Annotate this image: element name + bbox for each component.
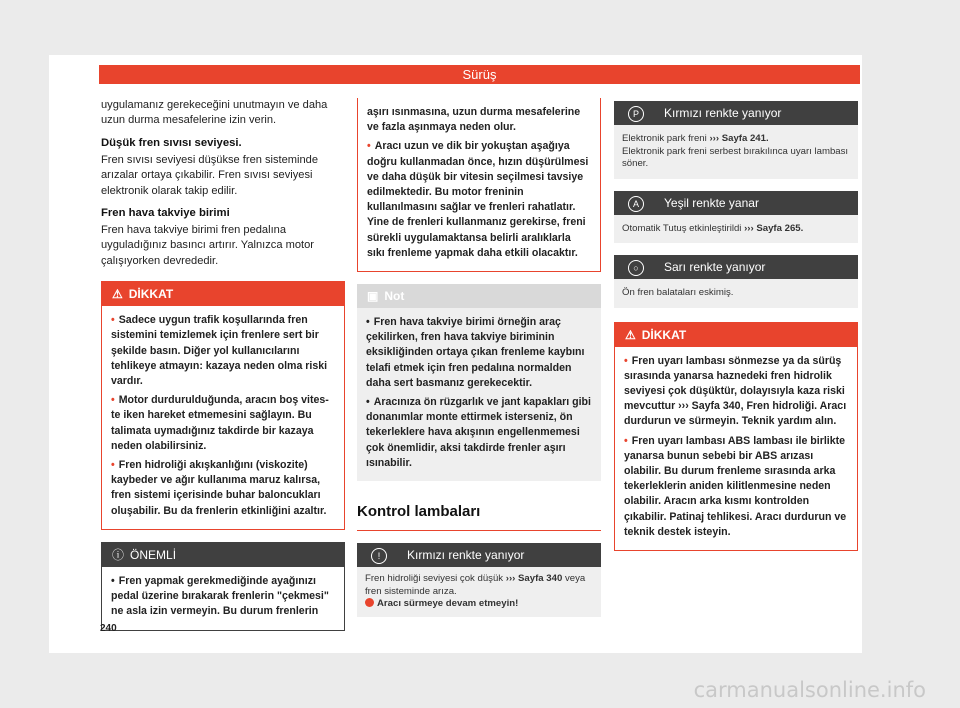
stop-icon [365,598,374,607]
dikkat-item: • Fren uyarı lambası ABS lambası ile birlikte yanarsa bunun sebebi bir ABS arızası olabilir. Bu durum frenleme sırasında arka tekerleklerin aniden kilitlenmesine neden olabilir. Aracın arka kısmı kontrolden çıkabilir. Patinaj tehlikesi. Aracı durdurun ve teknik destek isteyin. [624,434,847,538]
heading-brake-booster: Fren hava takviye birimi [101,207,230,220]
lamp-brake-red: ! Kırmızı renkte yanıyor Fren hidroliği seviyesi çok düşük ››› Sayfa 340 veya fren sisteminde arıza. Aracı sürmeye devam etmeyin! [357,543,601,617]
warning-icon: ⚠ [625,327,636,342]
footer-watermark: carmanualsonline.info [693,678,926,702]
dikkat-cont-text: aşırı ısınmasına, uzun durma mesafelerine ve fazla aşınmaya neden olur. [367,106,581,134]
lamp-autohold-green: A Yeşil renkte yanar Otomatik Tutuş etkinleştirildi ››› Sayfa 265. [614,191,858,244]
dikkat-box [101,281,345,530]
note-box [357,284,601,481]
page-number: 240 [100,623,117,634]
note-item: • Fren hava takviye birimi örneğin araç çekilirken, fren hava takviye biriminin eksikliğinden ortaya çıkan frenleme kaybını telafi etmek için fren pedalına normalden daha sert basmanız gerekecektir. [366,316,585,389]
dikkat-header: ⚠ DİKKAT [615,323,857,347]
column-2 [357,98,601,617]
page-ref-link[interactable]: ››› Sayfa 241. [709,133,769,144]
dikkat-item: • Aracı uzun ve dik bir yokuştan aşağıya doğru kullanmadan önce, hızın düşürülmesi ve daha düşük bir vitesin seçilmesi tavsiye edilmektedir. Bu motor freninin kullanılmasını sağlar ve frenleri rahatlatır. Yine de frenleri kullanmanız gerekirse, freni sürekli uygulamaktansa belirli aralıklarla sıkı frenleme yapmak daha etkili olacaktır. [367,140,589,259]
dikkat-box-2 [614,322,858,551]
section-title: Kontrol lambaları [357,503,601,531]
dikkat-box-continued [357,98,601,272]
note-icon: ▣ [367,289,379,304]
section-header: Sürüş [99,65,860,84]
dikkat-item: • Sadece uygun trafik koşullarında fren sistemini temizlemek için frenlere sert bir şekilde basın. Diğer yol kullanıcılarını tehlikeye atmayın: kazaya neden olma riski vardır. [111,314,328,388]
brake-pad-icon: ○ [628,260,644,276]
lamp-brakepad-yellow: ○ Sarı renkte yanıyor Ön fren balataları eskimiş. [614,255,858,308]
note-item: • Aracınıza ön rüzgarlık ve jant kapakları gibi donanımlar monte ettirmek isterseniz, ön tekerleklere hava akışının engellenmemesi çok önemlidir, aksi takdirde frenler aşırı ısınabilir. [366,396,591,469]
column-3 [614,98,858,551]
dikkat-header: ⚠ DİKKAT [102,282,344,306]
heading-brake-fluid: Düşük fren sıvısı seviyesi. [101,136,242,149]
page-ref-link[interactable]: ››› Sayfa 340 [505,573,563,585]
brake-booster-text: Fren hava takviye birimi fren pedalına uyguladığınız basıncı artırır. Yalnızca motor çalışıyorken devrededir. [101,224,314,267]
brake-fluid-text: Fren sıvısı seviyesi düşükse fren sisteminde arızalar ortaya çıkabilir. Fren sıvısı seviyesi elektronik olarak takip edilir. [101,153,319,197]
dikkat-item: • Motor durdurulduğunda, aracın boş vites-te iken hareket etmemesini sağlayın. Bu talimata uymadığınız takdirde bir kazaya neden olabilirsiniz. [111,394,329,452]
note-header: ▣ Not [357,284,601,308]
onemli-item: • Fren yapmak gerekmediğinde ayağınızı pedal üzerine bırakarak frenlerin "çekmesi" ne asla izin vermeyin. Bu durum frenlerin [111,574,329,618]
intro-text: uygulamanız gerekeceğini unutmayın ve daha uzun durma mesafelerine izin verin. [101,99,328,127]
dikkat-item: • Fren uyarı lambası sönmezse ya da sürüş sırasında yanarsa haznedeki fren hidrolik seviyesi çok düşüktür, dolayısıyla kaza riski mevcuttur ››› Sayfa 340, Fren hidroliği. Aracı durdurun ve sürmeyin. Teknik yardım alın. [624,354,847,428]
auto-hold-icon: A [628,196,644,212]
parking-brake-icon: P [628,106,644,122]
lamp-parking-red: P Kırmızı renkte yanıyor Elektronik park freni ››› Sayfa 241. Elektronik park freni serbest bırakılınca uyarı lambası söner. [614,101,858,179]
column-1 [101,98,345,631]
onemli-box [101,542,345,631]
page-ref-link[interactable]: ››› Sayfa 265. [744,222,804,234]
onemli-header: ⓘ ÖNEMLİ [102,543,344,567]
dikkat-item: • Fren hidroliği akışkanlığını (viskozite) kaybeder ve ağır kullanıma maruz kalırsa, fren sistemi içerisinde buhar baloncukları oluşabilir. Bu da frenlerin etkinliğini azaltır. [111,459,327,517]
info-icon: ⓘ [112,547,125,562]
brake-warning-icon: ! [371,548,387,564]
warning-icon: ⚠ [112,287,123,302]
